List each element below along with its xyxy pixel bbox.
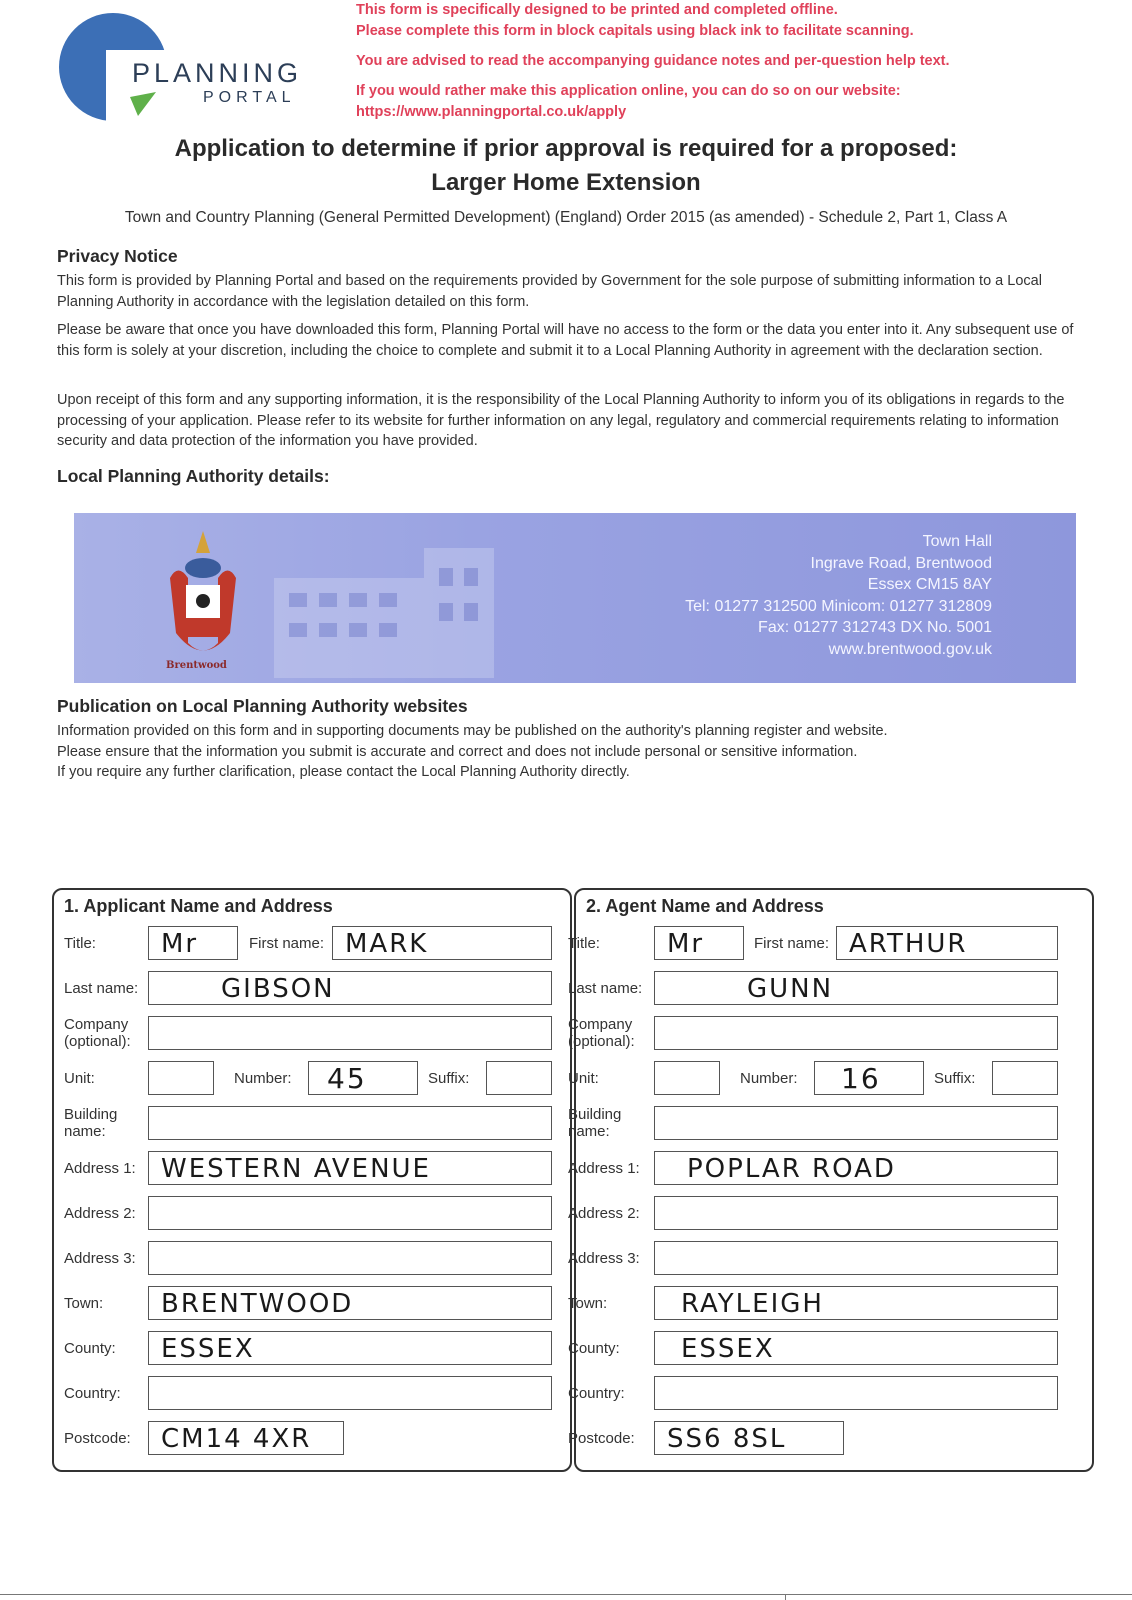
agent-building-field[interactable] bbox=[654, 1106, 1058, 1140]
agent-unit-field[interactable] bbox=[654, 1061, 720, 1095]
number-label: Number: bbox=[234, 1070, 292, 1087]
agent-suffix-field[interactable] bbox=[992, 1061, 1058, 1095]
applicant-number-value: 45 bbox=[327, 1062, 367, 1095]
building-name-label: Building name: bbox=[64, 1106, 118, 1140]
address3-label: Address 3: bbox=[64, 1250, 136, 1267]
title-label: Title: bbox=[64, 935, 96, 952]
applicant-section bbox=[52, 888, 572, 1472]
applicant-address1-value: WESTERN AVENUE bbox=[161, 1154, 431, 1184]
agent-postcode-value: SS6 8SL bbox=[667, 1424, 787, 1454]
applicant-town-field[interactable] bbox=[148, 1286, 552, 1320]
logo-subword: PORTAL bbox=[203, 89, 296, 106]
legislation-subtitle: Town and Country Planning (General Permitted Development) (England) Order 2015 (as amended) - Schedule 2, Part 1, Class A bbox=[124, 209, 1008, 226]
first-name-label: First name: bbox=[249, 935, 325, 952]
applicant-county-value: ESSEX bbox=[161, 1334, 255, 1364]
town-label: Town: bbox=[64, 1295, 104, 1312]
agent-section bbox=[568, 888, 1094, 1472]
logo-wordmark: PLANNING bbox=[128, 58, 306, 89]
agent-title-field[interactable] bbox=[654, 926, 744, 960]
agent-address1-value: POPLAR ROAD bbox=[687, 1154, 896, 1184]
applicant-address3-field[interactable] bbox=[148, 1241, 552, 1275]
agent-last-name-field[interactable] bbox=[654, 971, 1058, 1005]
agent-country-field[interactable] bbox=[654, 1376, 1058, 1410]
applicant-postcode-field[interactable] bbox=[148, 1421, 344, 1455]
agent-number-value: 16 bbox=[841, 1062, 881, 1095]
agent-first-name-field[interactable] bbox=[836, 926, 1058, 960]
lpa-heading: Local Planning Authority details: bbox=[57, 466, 330, 486]
publication-line: If you require any further clarification, please contact the Local Planning Authority directly. bbox=[57, 764, 630, 780]
applicant-unit-field[interactable] bbox=[148, 1061, 214, 1095]
applicant-building-field[interactable] bbox=[148, 1106, 552, 1140]
agent-heading: 2. Agent Name and Address bbox=[586, 896, 824, 916]
town-label: Town: bbox=[568, 1295, 608, 1312]
applicant-postcode-value: CM14 4XR bbox=[161, 1424, 312, 1454]
lpa-website[interactable]: www.brentwood.gov.uk bbox=[828, 640, 992, 658]
applicant-title-value: Mr bbox=[161, 929, 199, 959]
publication-line: Please ensure that the information you submit is accurate and correct and does not include personal or sensitive information. bbox=[57, 743, 858, 760]
agent-address3-field[interactable] bbox=[654, 1241, 1058, 1275]
brentwood-crest-icon bbox=[158, 523, 248, 673]
suffix-label: Suffix: bbox=[428, 1070, 470, 1087]
applicant-number-field[interactable] bbox=[308, 1061, 418, 1095]
applicant-title-field[interactable] bbox=[148, 926, 238, 960]
note-block-capitals: Please complete this form in block capitals using black ink to facilitate scanning. bbox=[356, 23, 914, 39]
applicant-address1-field[interactable] bbox=[148, 1151, 552, 1185]
agent-address2-field[interactable] bbox=[654, 1196, 1058, 1230]
applicant-last-name-field[interactable] bbox=[148, 971, 552, 1005]
note-url: https://www.planningportal.co.uk/apply bbox=[356, 104, 627, 120]
privacy-heading: Privacy Notice bbox=[57, 246, 178, 266]
company-label: Company (optional): bbox=[568, 1016, 635, 1050]
first-name-label: First name: bbox=[754, 935, 830, 952]
agent-last-name-value: GUNN bbox=[747, 974, 834, 1004]
privacy-paragraph-3: Upon receipt of this form and any supporting information, it is the responsibility of the Local Planning Authority to inform you of its obligations in regards to the processing of your application. Please refer to its website for further information on any legal, regulatory and commercial requirements relating to information security and data protection of the information you have provided. bbox=[57, 392, 1065, 449]
title-label: Title: bbox=[568, 935, 600, 952]
publication-text bbox=[57, 721, 1097, 783]
header-notes bbox=[356, 4, 1076, 123]
lpa-address-line: Ingrave Road, Brentwood bbox=[810, 554, 992, 572]
note-offline: This form is specifically designed to be printed and completed offline. bbox=[356, 2, 838, 18]
county-label: County: bbox=[568, 1340, 620, 1357]
applicant-company-field[interactable] bbox=[148, 1016, 552, 1050]
address3-label: Address 3: bbox=[568, 1250, 640, 1267]
agent-postcode-field[interactable] bbox=[654, 1421, 844, 1455]
agent-company-field[interactable] bbox=[654, 1016, 1058, 1050]
crest-label: Brentwood bbox=[166, 660, 227, 671]
privacy-paragraph-2: Please be aware that once you have downloaded this form, Planning Portal will have no access to the form or the data you enter into it. Any subsequent use of this form is solely at your discretion, including the choice to complete and submit it to a Local Planning Authority in agreement with the declaration section. bbox=[57, 322, 1074, 359]
town-hall-building-icon bbox=[264, 538, 504, 678]
applicant-first-name-field[interactable] bbox=[332, 926, 552, 960]
lpa-banner bbox=[74, 513, 1076, 683]
lpa-fax-line: Fax: 01277 312743 DX No. 5001 bbox=[758, 619, 992, 636]
postcode-label: Postcode: bbox=[568, 1430, 635, 1447]
agent-first-name-value: ARTHUR bbox=[849, 929, 968, 959]
page-footer-tick bbox=[785, 1594, 786, 1600]
applicant-last-name-value: GIBSON bbox=[221, 974, 335, 1004]
postcode-label: Postcode: bbox=[64, 1430, 131, 1447]
county-label: County: bbox=[64, 1340, 116, 1357]
applicant-heading: 1. Applicant Name and Address bbox=[64, 896, 333, 916]
agent-town-field[interactable] bbox=[654, 1286, 1058, 1320]
note-online: If you would rather make this application online, you can do so on our website: bbox=[356, 83, 901, 99]
publication-heading: Publication on Local Planning Authority websites bbox=[57, 696, 468, 716]
agent-title-value: Mr bbox=[667, 929, 705, 959]
applicant-address2-field[interactable] bbox=[148, 1196, 552, 1230]
country-label: Country: bbox=[568, 1385, 625, 1402]
lpa-phone-line: Tel: 01277 312500 Minicom: 01277 312809 bbox=[685, 597, 992, 615]
company-label: Company (optional): bbox=[64, 1016, 131, 1050]
address1-label: Address 1: bbox=[64, 1160, 136, 1177]
title-line-1: Application to determine if prior approval is required for a proposed: bbox=[174, 135, 958, 162]
unit-label: Unit: bbox=[64, 1070, 95, 1087]
country-label: Country: bbox=[64, 1385, 121, 1402]
applicant-country-field[interactable] bbox=[148, 1376, 552, 1410]
publication-line: Information provided on this form and in supporting documents may be published on the authority's planning register and website. bbox=[57, 723, 888, 739]
applicant-town-value: BRENTWOOD bbox=[161, 1289, 354, 1319]
agent-town-value: RAYLEIGH bbox=[681, 1289, 824, 1319]
address2-label: Address 2: bbox=[568, 1205, 640, 1222]
privacy-paragraph-1: This form is provided by Planning Portal and based on the requirements provided by Government for the sole purpose of submitting information to a Local Planning Authority in accordance with the legislation detailed on this form. bbox=[57, 273, 1042, 310]
address2-label: Address 2: bbox=[64, 1205, 136, 1222]
agent-address1-field[interactable] bbox=[654, 1151, 1058, 1185]
agent-county-field[interactable] bbox=[654, 1331, 1058, 1365]
suffix-label: Suffix: bbox=[934, 1070, 976, 1087]
lpa-address-line: Essex CM15 8AY bbox=[867, 576, 992, 593]
lpa-address bbox=[685, 531, 992, 660]
agent-number-field[interactable] bbox=[814, 1061, 924, 1095]
applicant-first-name-value: MARK bbox=[345, 929, 429, 959]
applicant-county-field[interactable] bbox=[148, 1331, 552, 1365]
note-guidance: You are advised to read the accompanying guidance notes and per-question help text. bbox=[356, 53, 950, 69]
building-name-label: Building name: bbox=[568, 1106, 622, 1140]
last-name-label: Last name: bbox=[568, 980, 643, 997]
last-name-label: Last name: bbox=[64, 980, 139, 997]
number-label: Number: bbox=[740, 1070, 798, 1087]
title-line-2: Larger Home Extension bbox=[431, 169, 701, 196]
planning-portal-logo bbox=[58, 12, 318, 122]
page-title bbox=[0, 132, 1132, 200]
page-footer-divider bbox=[0, 1594, 1132, 1595]
agent-county-value: ESSEX bbox=[681, 1334, 775, 1364]
unit-label: Unit: bbox=[568, 1070, 599, 1087]
lpa-address-line: Town Hall bbox=[922, 533, 992, 550]
address1-label: Address 1: bbox=[568, 1160, 640, 1177]
applicant-suffix-field[interactable] bbox=[486, 1061, 552, 1095]
